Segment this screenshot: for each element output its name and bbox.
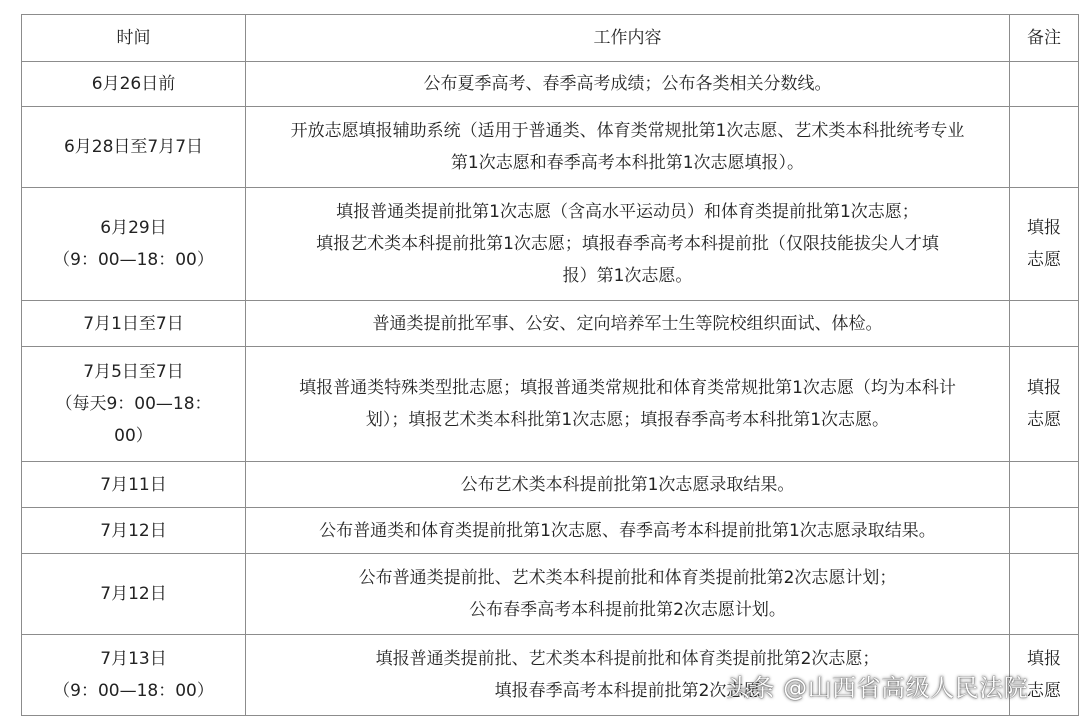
time-cell-line: 7月1日至7日 <box>83 313 184 334</box>
time-cell-line: 6月26日前 <box>91 74 176 94</box>
work-cell-line: 公布艺术类本科提前批第1次志愿录取结果。 <box>460 474 795 495</box>
time-cell <box>22 508 246 554</box>
note-cell <box>1010 554 1079 635</box>
time-cell <box>22 107 246 188</box>
table-row <box>22 462 1079 508</box>
work-cell <box>246 347 1010 462</box>
schedule-table <box>21 14 1079 716</box>
work-cell-line: 公布普通类和体育类提前批第1次志愿、春季高考本科提前批第1次志愿录取结果。 <box>319 520 936 541</box>
table-row <box>22 554 1079 635</box>
note-cell <box>1010 107 1079 188</box>
time-cell-line: 7月13日 <box>100 649 167 669</box>
work-cell-line: 报）第1次志愿。 <box>562 266 693 286</box>
time-cell <box>22 301 246 347</box>
note-cell <box>1010 462 1079 508</box>
work-cell <box>246 62 1010 107</box>
time-cell-line: 6月29日 <box>100 218 167 238</box>
note-cell <box>1010 62 1079 107</box>
table-row <box>22 347 1079 462</box>
note-cell <box>1010 508 1079 554</box>
work-cell-line: 开放志愿填报辅助系统（适用于普通类、体育类常规批第1次志愿、艺术类本科批统考专业 <box>290 121 965 141</box>
time-cell <box>22 635 246 716</box>
note-cell-line: 填报 <box>1027 218 1061 238</box>
work-cell <box>246 554 1010 635</box>
note-cell-line: 填报 <box>1027 649 1061 669</box>
work-cell-line: 公布夏季高考、春季高考成绩；公布各类相关分数线。 <box>423 74 832 94</box>
work-cell <box>246 107 1010 188</box>
work-cell-line: 填报普通类提前批、艺术类本科提前批和体育类提前批第2次志愿； <box>375 649 880 669</box>
time-cell-line: 00） <box>114 426 153 446</box>
work-cell-line: 公布普通类提前批、艺术类本科提前批和体育类提前批第2次志愿计划； <box>358 568 897 588</box>
note-cell <box>1010 188 1079 301</box>
table-header-row <box>22 15 1079 62</box>
work-cell <box>246 301 1010 347</box>
time-cell <box>22 462 246 508</box>
time-cell <box>22 188 246 301</box>
table-row <box>22 188 1079 301</box>
work-cell <box>246 462 1010 508</box>
table-row <box>22 301 1079 347</box>
header-note: 备注 <box>1010 15 1079 62</box>
note-cell <box>1010 301 1079 347</box>
header-time: 时间 <box>22 15 246 62</box>
time-cell-line: 7月5日至7日 <box>83 362 184 382</box>
time-cell-line: 7月12日 <box>100 584 167 604</box>
table-row <box>22 508 1079 554</box>
work-cell-line: 划）；填报艺术类本科批第1次志愿；填报春季高考本科批第1次志愿。 <box>365 410 890 430</box>
time-cell <box>22 554 246 635</box>
work-cell-line: 公布春季高考本科提前批第2次志愿计划。 <box>469 600 786 620</box>
work-cell <box>246 508 1010 554</box>
note-cell-line: 填报 <box>1027 378 1061 398</box>
time-cell-line: （9：00—18：00） <box>53 681 214 701</box>
time-cell-line: 6月28日至7月7日 <box>63 137 204 157</box>
table-row <box>22 107 1079 188</box>
note-cell-line: 志愿 <box>1027 250 1061 270</box>
time-cell <box>22 347 246 462</box>
header-work: 工作内容 <box>246 15 1010 62</box>
watermark: 头条 @山西省高级人民法院 <box>726 674 1029 702</box>
work-cell-line: 填报普通类特殊类型批志愿；填报普通类常规批和体育类常规批第1次志愿（均为本科计 <box>299 378 956 398</box>
work-cell-line: 普通类提前批军事、公安、定向培养军士生等院校组织面试、体检。 <box>372 313 883 334</box>
table-row <box>22 62 1079 107</box>
note-cell <box>1010 347 1079 462</box>
time-cell-line: 7月12日 <box>100 520 167 541</box>
time-cell-line: 7月11日 <box>100 474 167 495</box>
note-cell-line: 志愿 <box>1027 410 1061 430</box>
note-cell-line: 志愿 <box>1027 681 1061 701</box>
work-cell-line: 填报春季高考本科提前批第2次志愿 <box>494 681 761 701</box>
work-cell-line: 填报普通类提前批第1次志愿（含高水平运动员）和体育类提前批第1次志愿； <box>336 202 919 222</box>
work-cell-line: 填报艺术类本科提前批第1次志愿；填报春季高考本科提前批（仅限技能拔尖人才填 <box>316 234 939 254</box>
work-cell <box>246 188 1010 301</box>
time-cell-line: （每天9：00—18： <box>55 394 212 414</box>
time-cell-line: （9：00—18：00） <box>53 250 214 270</box>
work-cell-line: 第1次志愿和春季高考本科批第1次志愿填报）。 <box>450 153 805 173</box>
time-cell <box>22 62 246 107</box>
table-body <box>22 62 1079 716</box>
